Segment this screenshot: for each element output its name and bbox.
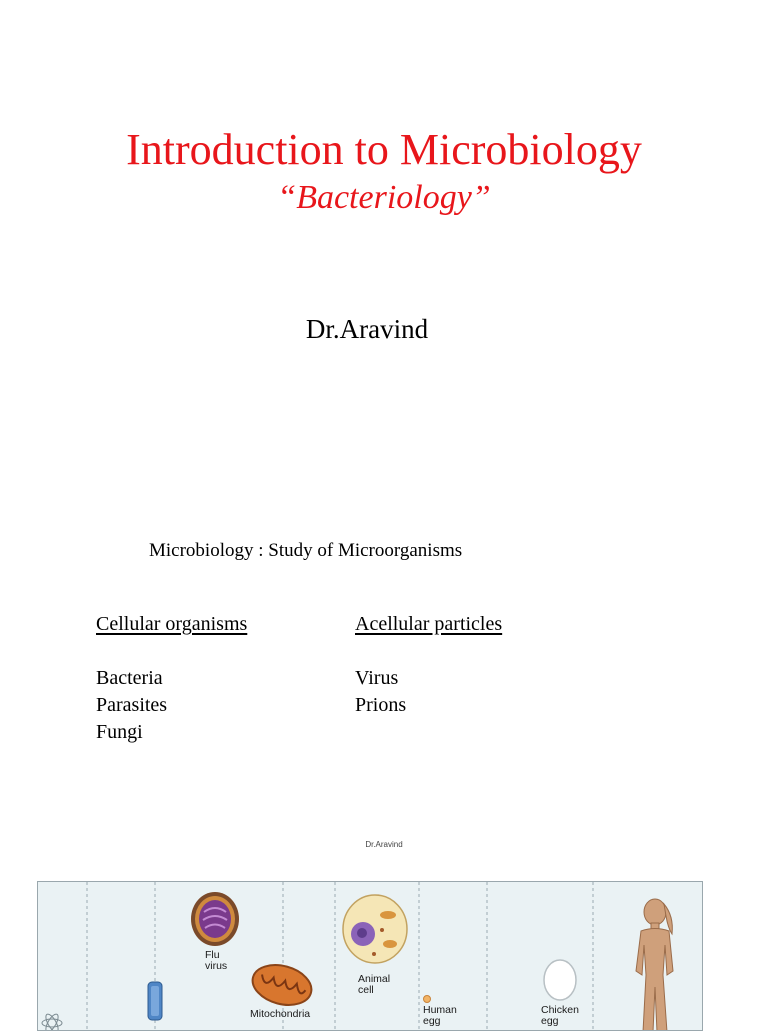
acellular-particles-heading: Acellular particles [355,613,503,635]
list-item: Fungi [96,721,143,743]
animal-cell-label: Animal cell [358,973,391,996]
mitochondria-label: Mitochondria [250,1008,311,1020]
size-scale-illustration [38,882,703,1031]
size-scale-figure [37,881,703,1031]
human-silhouette-icon [636,899,673,1031]
chicken-egg-icon [544,960,576,1000]
slide-footer: Dr.Aravind [365,840,403,849]
list-item: Prions [355,694,407,716]
list-item: Virus [355,667,399,689]
flu-virus-icon [191,892,239,946]
mitochondria-icon [248,959,316,1011]
protein-icon [148,982,162,1020]
author-name: Dr.Aravind [305,314,429,344]
chicken-egg-label: Chicken egg [541,1004,579,1027]
cellular-organisms-heading: Cellular organisms [96,613,248,635]
definition-text: Microbiology : Study of Microorganisms [149,540,463,561]
human-egg-icon [424,996,431,1003]
human-egg-label: Human egg [423,1004,457,1027]
list-item: Bacteria [96,667,163,689]
atom-icon [42,1012,62,1031]
list-item: Parasites [96,694,168,716]
slide-subtitle: “Bacteriology” [277,179,491,216]
flu-virus-label: Flu virus [205,949,228,972]
slide-title: Introduction to Microbiology [126,125,642,174]
animal-cell-icon [343,895,407,963]
